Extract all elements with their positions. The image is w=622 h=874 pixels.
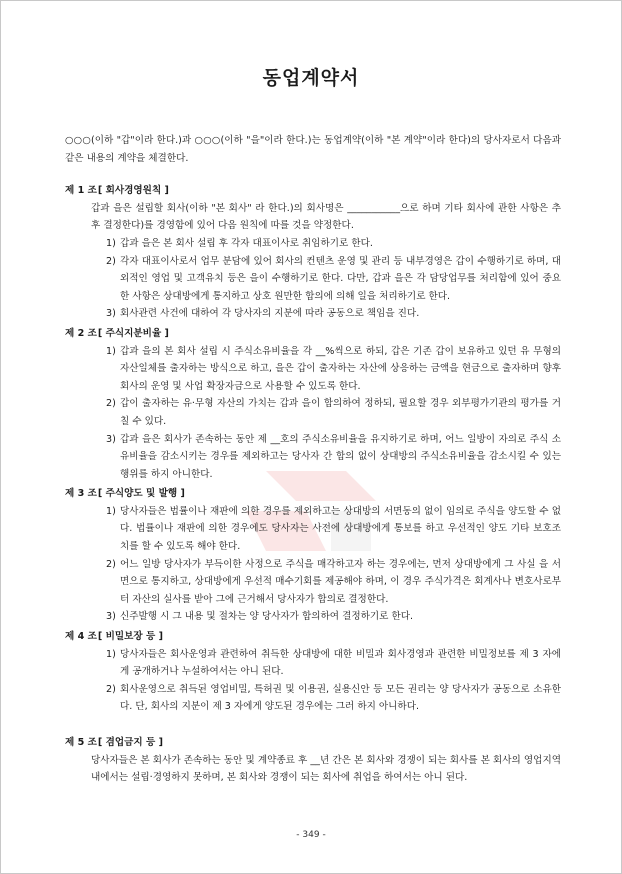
article-title: [ 주식양도 및 발행 ] [97, 488, 185, 500]
item-text: 회사운영으로 취득된 영업비밀, 특허권 및 이용권, 실용신안 등 모든 권리는 양 당사자가 공동으로 소유한다. 단, 회사의 지분이 제 3 자에게 양도된 경우에는 그러 하지 아니하다. [120, 683, 561, 713]
article-4-heading [65, 628, 561, 646]
item-text: 신주발행 시 그 내용 및 절차는 양 당사자가 합의하여 결정하기로 한다. [120, 611, 414, 623]
item-number: 2) [106, 558, 116, 570]
article-3-item [65, 503, 561, 556]
item-text: 갑이 출자하는 유·무형 자산의 가치는 갑과 을이 합의하여 정하되, 필요할 경우 외부평가기관의 평가를 거칠 수 있다. [120, 398, 561, 427]
item-text: 갑과 을은 본 회사 설립 후 각자 대표이사로 취임하기로 한다. [120, 237, 373, 249]
article-3-item [65, 608, 561, 626]
article-title: [ 비밀보장 등 ] [97, 631, 164, 643]
article-1-body: 갑과 을은 설립할 회사(이하 "본 회사" 라 한다.)의 회사명은 ___________으로 하며 기타 회사에 관한 사항은 추후 결정한다)를 경영함에 있어 다음 원칙에 따를 것을 약정한다. [91, 202, 561, 232]
article-2-item [65, 395, 561, 430]
item-text: 각자 대표이사로서 업무 분담에 있어 회사의 컨텐츠 운영 및 관리 등 내부경영은 갑이 수행하기로 하며, 대외적인 영업 및 고객유치 등은 을이 수행하기로 한다. 다만, 갑과 을은 각 담당업무를 처리함에 있어 중요한 사항은 상대방에게 통지하고 상호 원만한 합의에 의해 일을 처리하기로 한다. [120, 255, 561, 302]
item-text: 갑과 을의 본 회사 설립 시 주식소유비율을 각 __%씩으로 하되, 갑은 기존 갑이 보유하고 있던 유 무형의 자산일체를 출자하는 방식으로 하고, 을은 갑이 출자하는 자산에 상응하는 금액을 현금으로 출자하며 향후 회사의 운영 및 사업 확장자금으로 사용할 수 있도록 한다. [120, 345, 561, 392]
intro-paragraph: ○○○(이하 "갑"이라 한다.)과 ○○○(이하 "을"이라 한다.)는 동업계약(이하 "본 계약"이라 한다)의 당사자로서 다음과 같은 내용의 계약을 체결한다. [65, 135, 561, 164]
article-4-item [65, 681, 561, 716]
article-3-heading [65, 485, 561, 503]
article-5-body: 당사자들은 본 회사가 존속하는 동안 및 계약종료 후 __년 간은 본 회사와 경쟁이 되는 회사를 본 회사의 영업지역 내에서는 설립·경영하지 못하며, 본 회사와 경쟁이 되는 회사에 취업을 하여서는 아니 된다. [91, 754, 561, 784]
article-1-item [65, 305, 561, 323]
item-number: 1) [106, 505, 116, 517]
article-2-item [65, 343, 561, 396]
item-text: 당사자들은 회사운영과 관련하여 취득한 상대방에 대한 비밀과 회사경영과 관련한 비밀정보를 제 3 자에게 공개하거나 누설하여서는 아니 된다. [120, 648, 561, 678]
article-1-heading [65, 182, 561, 200]
article-title: [ 회사경영원칙 ] [97, 185, 169, 197]
article-title: [ 주식지분비율 ] [97, 327, 169, 339]
document-body [65, 132, 561, 787]
item-text: 당사자들은 법률이나 재판에 의한 경우를 제외하고는 상대방의 서면동의 없이 임의로 주식을 양도할 수 없다. 법률이나 재판에 의한 경우에도 당사자는 사전에 상대방에게 통보를 하고 우선적인 양도 기타 보호조치를 할 수 있도록 해야 한다. [120, 505, 561, 553]
spacer [65, 716, 561, 732]
article-2-item [65, 431, 561, 484]
item-text: 갑과 을은 회사가 존속하는 동안 제 __호의 주식소유비율을 유지하기로 하며, 어느 일방이 자의로 주식 소유비율을 감소시키는 경우를 제외하고는 당사자 간 합의 없이 상대방의 주식소유비율을 감소시킬 수 있는 행위를 하지 아니한다. [120, 433, 561, 480]
article-number: 제 3 조 [65, 488, 97, 500]
article-5-heading [65, 734, 561, 752]
item-text: 회사관련 사건에 대하여 각 당사자의 지분에 따라 공동으로 책임을 진다. [120, 308, 420, 320]
article-number: 제 4 조 [65, 631, 97, 643]
article-number: 제 1 조 [65, 185, 97, 197]
page-number: - 349 - [296, 830, 326, 840]
item-number: 2) [106, 683, 116, 695]
item-number: 2) [106, 398, 116, 410]
article-2-heading [65, 325, 561, 343]
article-number: 제 5 조 [65, 737, 97, 748]
item-number: 3) [106, 433, 116, 445]
article-4-item [65, 646, 561, 681]
item-number: 1) [106, 345, 116, 357]
document-title: 동업계약서 [262, 67, 360, 89]
item-number: 3) [106, 611, 116, 623]
article-number: 제 2 조 [65, 327, 97, 339]
item-number: 3) [106, 308, 116, 320]
article-1-item [65, 235, 561, 253]
item-number: 1) [106, 237, 116, 249]
item-number: 2) [106, 255, 116, 267]
article-1-item [65, 253, 561, 306]
article-title: [ 겸업금지 등 ] [97, 737, 164, 748]
article-3-item [65, 556, 561, 609]
item-number: 1) [106, 648, 116, 660]
item-text: 어느 일방 당사자가 부득이한 사정으로 주식을 매각하고자 하는 경우에는, 먼저 상대방에게 그 사실 을 서면으로 통지하고, 상대방에게 우선적 매수기회를 제공해야 하며, 이 경우 주식가격은 회계사나 변호사로부터 자산의 실사를 받아 그에 근거해서 당사자가 합의로 결정한다. [120, 558, 561, 605]
